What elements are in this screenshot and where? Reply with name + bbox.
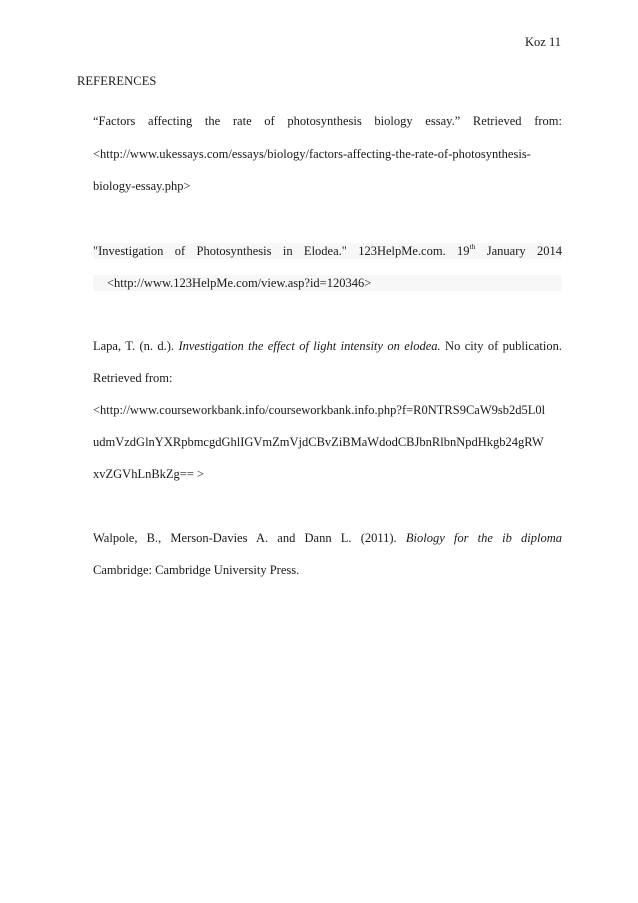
reference-1-line-3: biology-essay.php> <box>93 179 191 193</box>
reference-3-tail: No city of publication. <box>440 339 562 353</box>
references-heading: REFERENCES <box>77 74 157 88</box>
reference-2-url[interactable]: <http://www.123HelpMe.com/view.asp?id=120346> <box>93 275 562 291</box>
reference-2-text: "Investigation of Photosynthesis in Elodea." 123HelpMe.com. 19 <box>93 244 470 258</box>
reference-4-title: Biology for the ib diploma <box>405 531 562 545</box>
ordinal-suffix: th <box>469 243 476 251</box>
reference-3-url-part-3[interactable]: xvZGVhLnBkZg== > <box>93 467 205 481</box>
reference-3-line-1 <box>93 338 562 354</box>
reference-3-retrieved: Retrieved from: <box>93 371 173 385</box>
reference-3-url-part-1[interactable]: <http://www.courseworkbank.info/courseworkbank.info.php?f=R0NTRS9CaW9sb2d5L0l <box>93 403 546 417</box>
reference-3-author: Lapa, T. (n. d.). <box>93 339 179 353</box>
reference-3-title: Investigation the effect of light intensity on elodea. <box>178 339 441 353</box>
reference-1-url[interactable]: <http://www.ukessays.com/essays/biology/factors-affecting-the-rate-of-photosynthesis- <box>93 147 531 161</box>
reference-4-publisher: Cambridge: Cambridge University Press. <box>93 563 300 577</box>
reference-4-line-1 <box>93 530 562 546</box>
reference-1-line-1: “Factors affecting the rate of photosynthesis biology essay.” Retrieved from: <box>93 114 562 128</box>
reference-4-author: Walpole, B., Merson-Davies A. and Dann L. (2011). <box>93 531 406 545</box>
reference-2-line-1 <box>93 243 562 259</box>
reference-3-url-part-2[interactable]: udmVzdGlnYXRpbmcgdGhlIGVmZmVjdCBvZiBMaWdodCBJbnRlbnNpdHkgb24gRW <box>93 435 544 449</box>
reference-2-date: January 2014 <box>475 244 562 258</box>
page-header: Koz 11 <box>525 35 561 49</box>
